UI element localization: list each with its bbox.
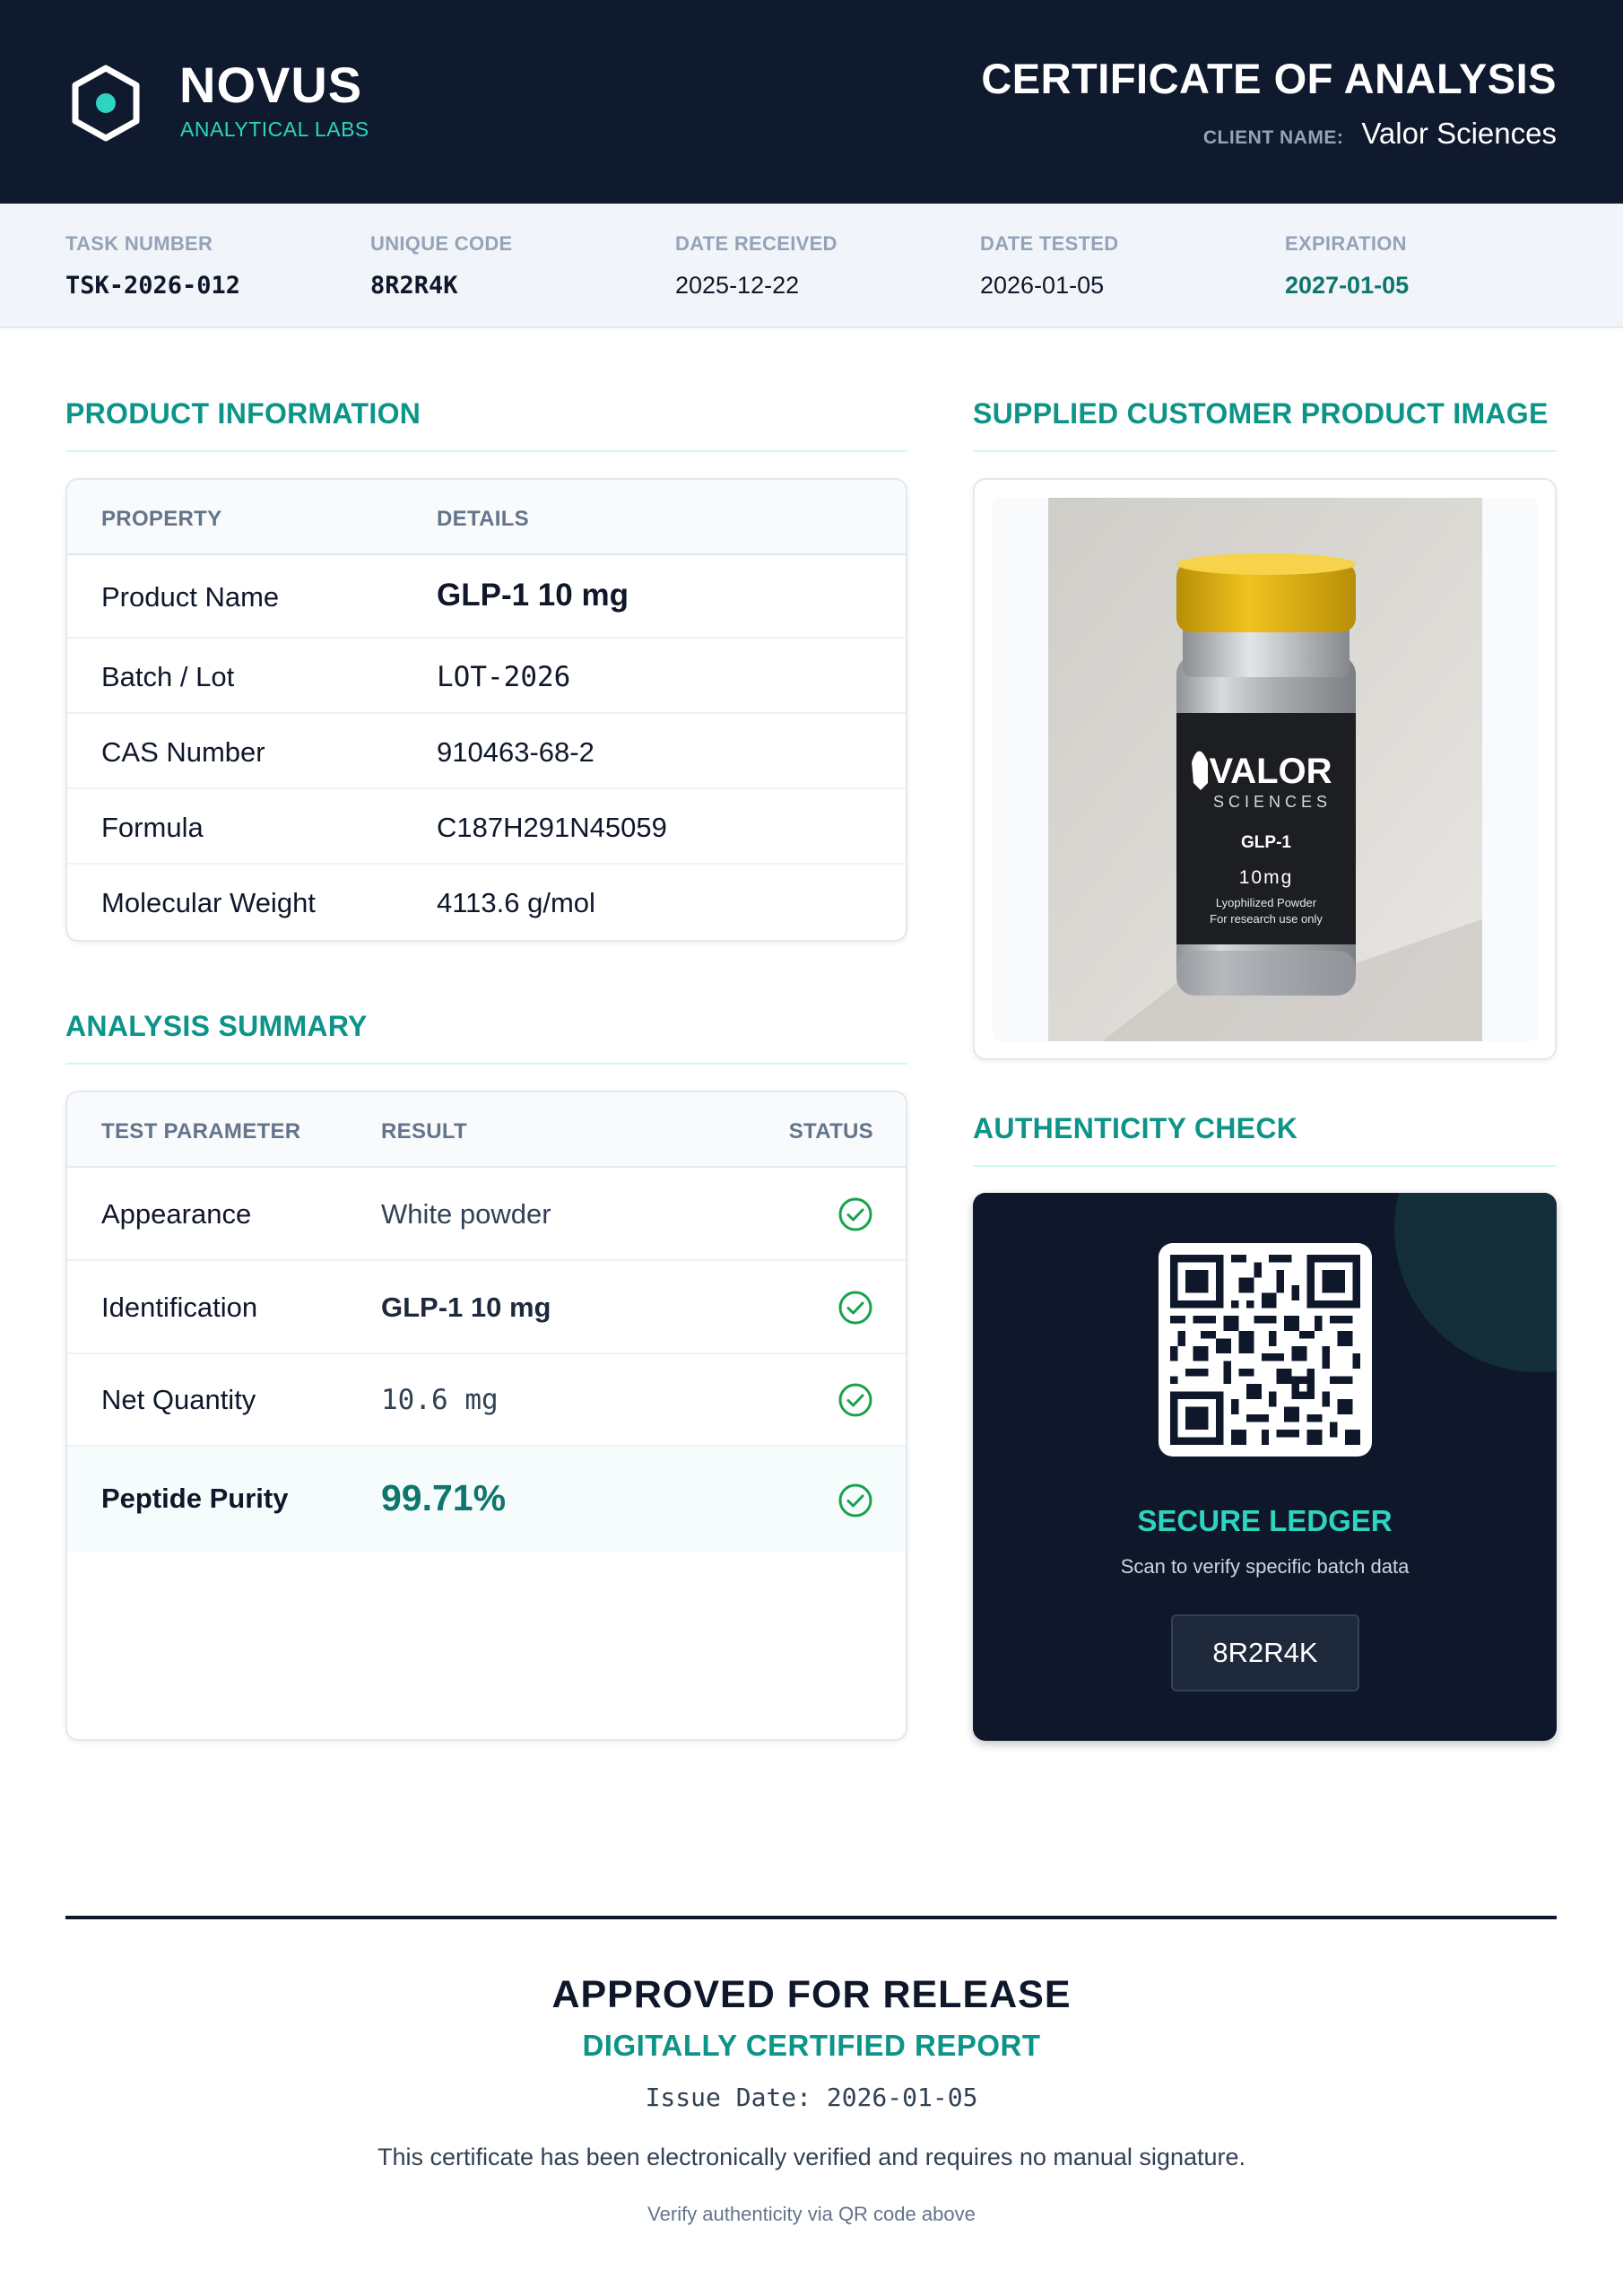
secure-ledger-subtitle: Scan to verify specific batch data bbox=[1120, 1555, 1410, 1578]
column-header: TEST PARAMETER bbox=[101, 1119, 301, 1144]
footer-divider bbox=[65, 1916, 1557, 1919]
detail-cell: C187H291N45059 bbox=[437, 812, 667, 843]
digitally-certified-heading: DIGITALLY CERTIFIED REPORT bbox=[582, 2029, 1041, 2062]
analysis-summary-table bbox=[65, 1091, 907, 1741]
product-info-table bbox=[65, 478, 907, 942]
meta-task-number bbox=[65, 232, 240, 300]
brand-subtitle: ANALYTICAL LABS bbox=[180, 117, 369, 141]
meta-label: EXPIRATION bbox=[1285, 232, 1407, 255]
meta-label: DATE TESTED bbox=[980, 232, 1119, 255]
parameter-cell: Net Quantity bbox=[101, 1384, 256, 1415]
result-cell: White powder bbox=[381, 1198, 551, 1230]
result-cell: 10.6 mg bbox=[381, 1384, 499, 1416]
table-row bbox=[67, 1261, 906, 1354]
meta-expiration bbox=[1285, 232, 1409, 300]
verification-note: This certificate has been electronically verified and requires no manual signature. bbox=[377, 2144, 1246, 2170]
table-row bbox=[67, 1354, 906, 1447]
parameter-cell: Identification bbox=[101, 1292, 258, 1323]
product-image-card bbox=[973, 478, 1557, 1060]
property-cell: Batch / Lot bbox=[101, 661, 235, 692]
meta-label: UNIQUE CODE bbox=[370, 232, 513, 255]
svg-text:SCIENCES: SCIENCES bbox=[1212, 793, 1332, 811]
property-cell: Product Name bbox=[101, 581, 280, 613]
check-circle-icon bbox=[838, 1290, 873, 1326]
detail-cell: LOT-2026 bbox=[437, 661, 571, 693]
product-image-frame bbox=[993, 498, 1538, 1041]
approved-heading: APPROVED FOR RELEASE bbox=[551, 1973, 1072, 2016]
meta-label: DATE RECEIVED bbox=[675, 232, 838, 255]
check-circle-icon bbox=[838, 1382, 873, 1418]
qr-code-icon bbox=[1170, 1255, 1360, 1445]
table-row bbox=[67, 714, 906, 789]
qr-code[interactable] bbox=[1159, 1243, 1372, 1457]
client-name-value: Valor Sciences bbox=[1361, 117, 1557, 150]
product-info-title: PRODUCT INFORMATION bbox=[65, 397, 907, 452]
result-cell: GLP-1 10 mg bbox=[381, 1292, 551, 1323]
meta-date-tested bbox=[980, 232, 1118, 300]
authenticity-card bbox=[973, 1193, 1557, 1741]
parameter-cell: Appearance bbox=[101, 1198, 252, 1230]
meta-value: 2025-12-22 bbox=[675, 272, 800, 299]
column-header: RESULT bbox=[381, 1119, 468, 1144]
product-image-title: SUPPLIED CUSTOMER PRODUCT IMAGE bbox=[973, 397, 1557, 452]
svg-text:VALOR: VALOR bbox=[1209, 752, 1332, 791]
analysis-summary-title: ANALYSIS SUMMARY bbox=[65, 1010, 907, 1065]
table-row-highlight bbox=[67, 1447, 906, 1552]
svg-text:10mg: 10mg bbox=[1238, 867, 1294, 888]
table-row bbox=[67, 789, 906, 865]
table-row bbox=[67, 639, 906, 714]
issue-date: Issue Date: 2026-01-05 bbox=[645, 2083, 978, 2112]
report-header bbox=[0, 0, 1623, 204]
table-row bbox=[67, 1168, 906, 1261]
verify-qr-note: Verify authenticity via QR code above bbox=[647, 2203, 976, 2225]
column-header: STATUS bbox=[788, 1119, 873, 1144]
meta-value: 2027-01-05 bbox=[1285, 272, 1410, 299]
hexagon-logo-icon bbox=[70, 65, 142, 142]
table-header bbox=[67, 1092, 906, 1168]
svg-text:GLP-1: GLP-1 bbox=[1241, 833, 1291, 852]
detail-cell: 4113.6 g/mol bbox=[437, 887, 595, 918]
secure-ledger-title: SECURE LEDGER bbox=[1137, 1504, 1393, 1537]
meta-label: TASK NUMBER bbox=[65, 232, 213, 255]
meta-bar bbox=[0, 204, 1623, 328]
meta-value: 8R2R4K bbox=[370, 272, 458, 300]
property-cell: Molecular Weight bbox=[101, 887, 316, 918]
table-row bbox=[67, 555, 906, 639]
meta-unique-code bbox=[370, 232, 513, 300]
check-circle-icon bbox=[838, 1483, 873, 1518]
table-header bbox=[67, 480, 906, 555]
certificate-title: CERTIFICATE OF ANALYSIS bbox=[981, 55, 1557, 102]
column-header: PROPERTY bbox=[101, 507, 222, 531]
parameter-cell: Peptide Purity bbox=[101, 1483, 289, 1514]
brand-name: NOVUS bbox=[179, 57, 363, 113]
property-cell: CAS Number bbox=[101, 736, 265, 768]
authenticity-title: AUTHENTICITY CHECK bbox=[973, 1112, 1557, 1167]
property-cell: Formula bbox=[101, 812, 204, 843]
meta-date-received bbox=[675, 232, 838, 300]
svg-text:Lyophilized Powder: Lyophilized Powder bbox=[1215, 896, 1317, 909]
client-name-row bbox=[1203, 117, 1557, 151]
table-row bbox=[67, 865, 906, 940]
meta-value: 2026-01-05 bbox=[980, 272, 1105, 299]
check-circle-icon bbox=[838, 1196, 873, 1232]
decorative-circle bbox=[1394, 1193, 1557, 1372]
meta-value: TSK-2026-012 bbox=[65, 272, 241, 300]
detail-cell: GLP-1 10 mg bbox=[437, 578, 629, 613]
product-vial-image bbox=[1048, 498, 1482, 1041]
detail-cell: 910463-68-2 bbox=[437, 736, 595, 768]
column-header: DETAILS bbox=[437, 507, 529, 531]
purity-value: 99.71% bbox=[381, 1477, 507, 1518]
svg-text:For research use only: For research use only bbox=[1210, 912, 1323, 926]
verification-code-chip[interactable]: 8R2R4K bbox=[1171, 1614, 1359, 1692]
client-name-label: CLIENT NAME: bbox=[1202, 127, 1344, 148]
